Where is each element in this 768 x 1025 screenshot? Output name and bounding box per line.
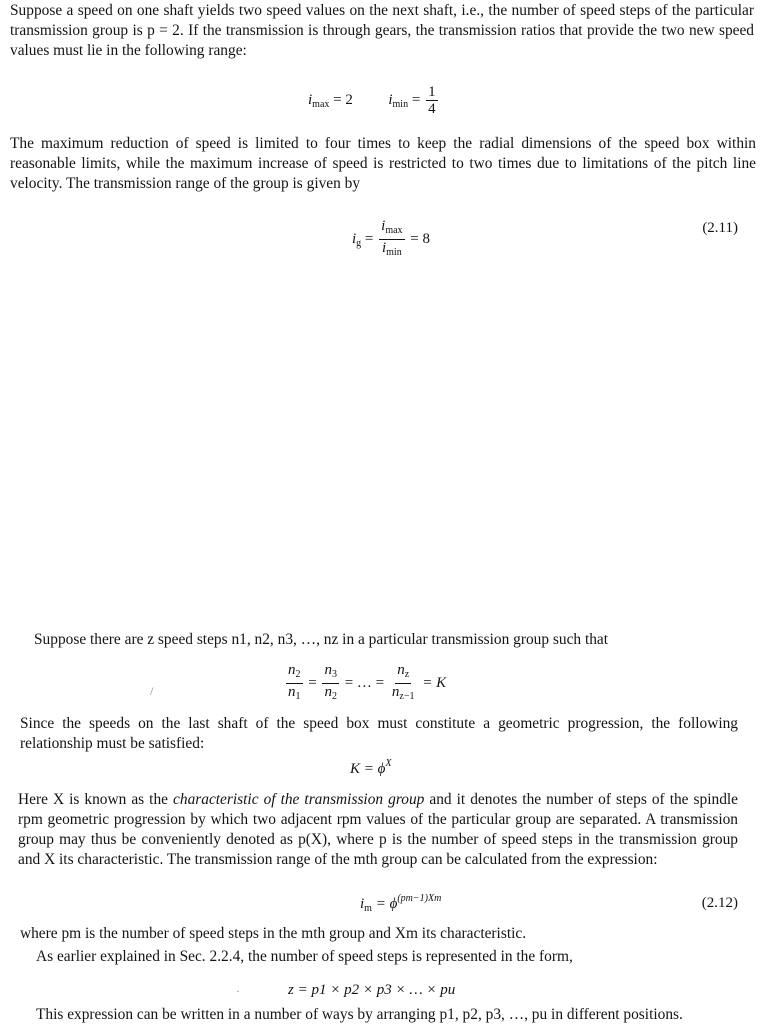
ig-equals: = xyxy=(364,230,374,247)
paragraph-max-reduction: The maximum reduction of speed is limited to four times to keep the radial dimensions of the speed box within reasonable limits, while the maximum increase of speed is restricted to two times due to limitations of the pitch line velocity. The transmission range of the group is given by xyxy=(10,135,756,192)
ratio-n2b xyxy=(322,684,339,705)
paragraph-where-pm: where pm is the number of speed steps in the mth group and Xm its characteristic. xyxy=(20,925,527,942)
imin-equals: = xyxy=(411,91,421,108)
ratio-nz1 xyxy=(390,684,417,705)
paragraph-geometric-progression: Since the speeds on the last shaft of the speed box must constitute a geometric progression, the following relationship must be satisfied: xyxy=(20,715,738,752)
equation-imax-imin xyxy=(308,84,440,117)
equation-number-2-12: (2.12) xyxy=(701,895,738,911)
equation-number-2-11: (2.11) xyxy=(702,220,738,236)
equation-z-product xyxy=(288,982,455,999)
imin-numerator: 1 xyxy=(428,84,436,100)
imax-subscript: max xyxy=(312,98,330,110)
imin-denominator: 4 xyxy=(428,101,436,117)
paragraph-characteristic xyxy=(18,790,738,870)
imin-subscript: min xyxy=(392,98,409,110)
im-exponent: (pm−1)Xm xyxy=(397,893,442,904)
ig-fraction xyxy=(379,218,404,261)
imax-value: = 2 xyxy=(333,91,353,108)
ig-denominator xyxy=(380,240,404,261)
ratio-n3 xyxy=(322,662,339,684)
equation-ratio-chain xyxy=(284,662,446,705)
imin-symbol: i xyxy=(388,91,393,108)
ig-numerator xyxy=(379,218,404,240)
ratio-n3-var: n xyxy=(324,662,332,678)
im-subscript: m xyxy=(364,903,372,914)
ig-num-var: i xyxy=(381,218,386,234)
ig-symbol: i xyxy=(352,230,357,247)
ratio-n2 xyxy=(286,662,303,684)
im-phi: = ϕ xyxy=(375,896,398,912)
ratio-nz1-var: n xyxy=(391,684,400,700)
ig-value: = 8 xyxy=(410,230,430,247)
equation-k-phi xyxy=(350,758,392,778)
characteristic-lead: Here X is known as the xyxy=(18,791,168,808)
ratio-n1-var: n xyxy=(288,684,296,700)
ratio-nz-nz1 xyxy=(390,662,417,705)
paragraph-speed-values: Suppose a speed on one shaft yields two speed values on the next shaft, i.e., the number of speed steps of the particular transmission group is p = 2. If the transmission is through gears, the transmission ratios that provide the two new speed values must lie in the following range: xyxy=(10,2,754,59)
ratio-n3-sub: 3 xyxy=(331,669,337,680)
k-phi-expression: K = ϕ xyxy=(350,761,386,777)
paragraph-speed-steps: Suppose there are z speed steps n1, n2, n3, …, nz in a particular transmission group such that xyxy=(34,631,609,648)
characteristic-rest: and it denotes the number of steps of the spindle rpm geometric progression by which two adjacent rpm values of the particular group are separated. A transmission group may thus be conveniently denoted as p(X), where p is the number of speed steps in the transmission group and X its characteristic. The transmission range of the mth group can be calculated from the expression: xyxy=(18,791,739,868)
z-product-expression: z = p1 × p2 × p3 × … × pu xyxy=(288,982,456,998)
ratio-n2-sub: 2 xyxy=(295,669,301,680)
paragraph-sec-reference: As earlier explained in Sec. 2.2.4, the number of speed steps is represented in the form, xyxy=(36,948,573,965)
ratio-nz-sub: z xyxy=(404,669,410,680)
ig-subscript: g xyxy=(356,237,362,249)
ratio-n3-n2 xyxy=(322,662,339,705)
characteristic-term: characteristic of the transmission group xyxy=(173,791,425,808)
ig-num-sub: max xyxy=(385,225,403,236)
equation-im xyxy=(360,893,441,914)
ig-den-sub: min xyxy=(386,247,402,258)
ratio-n2b-var: n xyxy=(324,684,332,700)
stray-mark-dot: · xyxy=(236,984,240,998)
ratio-n2b-sub: 2 xyxy=(331,691,337,702)
ratio-nz1-sub: z−1 xyxy=(399,691,415,702)
equation-ig xyxy=(352,218,430,261)
ratio-n2-var: n xyxy=(288,662,296,678)
imax-symbol: i xyxy=(308,91,313,108)
ratio-n1-sub: 1 xyxy=(295,691,301,702)
ratio-nz-var: n xyxy=(397,662,405,678)
im-symbol: i xyxy=(360,896,365,912)
k-phi-exponent: X xyxy=(385,758,392,769)
ratio-ellipsis: = … = xyxy=(344,674,385,691)
ratio-equals-1: = xyxy=(308,674,317,691)
paragraph-arrangement: This expression can be written in a number of ways by arranging p1, p2, p3, …, pu in different positions. xyxy=(36,1006,683,1023)
imin-fraction xyxy=(426,84,438,117)
ratio-n2-n1 xyxy=(286,662,303,705)
ratio-nz xyxy=(395,662,411,684)
stray-mark-left: / xyxy=(150,684,154,698)
ratio-n1 xyxy=(286,684,303,705)
ratio-equals-k: = K xyxy=(422,674,447,691)
ig-den-var: i xyxy=(381,240,387,256)
